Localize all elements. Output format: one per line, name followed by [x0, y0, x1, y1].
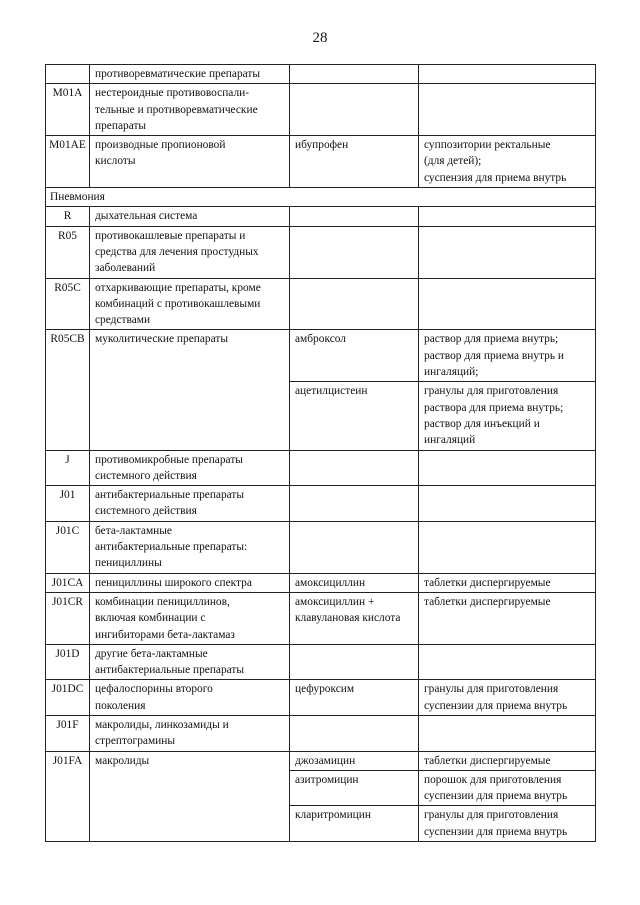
pharmacological-group: антибактериальные препараты системного действия	[90, 486, 290, 522]
dosage-form: суппозитории ректальные (для детей); суспензия для приема внутрь	[419, 136, 596, 188]
table-row	[46, 751, 596, 770]
drug-name: джозамицин	[290, 751, 419, 770]
pharmacological-group: макролиды, линкозамиды и стрептограмины	[90, 715, 290, 751]
dosage-form	[419, 65, 596, 84]
drug-name: амброксол	[290, 330, 419, 382]
dosage-form	[419, 644, 596, 680]
table-row	[46, 450, 596, 486]
dosage-form	[419, 226, 596, 278]
atc-code: J01F	[46, 715, 90, 751]
dosage-form	[419, 207, 596, 226]
drug-name	[290, 65, 419, 84]
atc-code: J01C	[46, 521, 90, 573]
table-row	[46, 65, 596, 84]
drug-name	[290, 450, 419, 486]
dosage-form: гранулы для приготовления суспензии для приема внутрь	[419, 680, 596, 716]
atc-code: J	[46, 450, 90, 486]
table-row	[46, 573, 596, 592]
atc-code	[46, 65, 90, 84]
page-number: 28	[312, 30, 328, 46]
drug-name	[290, 486, 419, 522]
pharmacological-group: пенициллины широкого спектра	[90, 573, 290, 592]
dosage-form	[419, 84, 596, 136]
dosage-form	[419, 486, 596, 522]
dosage-form	[419, 715, 596, 751]
table-row	[46, 715, 596, 751]
atc-code: R05	[46, 226, 90, 278]
table-row	[46, 521, 596, 573]
atc-code: R05CB	[46, 330, 90, 450]
pharmacological-group: противомикробные препараты системного действия	[90, 450, 290, 486]
drug-name	[290, 521, 419, 573]
dosage-form	[419, 521, 596, 573]
dosage-form: гранулы для приготовления раствора для приема внутрь; раствор для инъекций и ингаляций	[419, 382, 596, 450]
drug-name: ацетилцистеин	[290, 382, 419, 450]
atc-code: J01FA	[46, 751, 90, 841]
pharmacological-group: противокашлевые препараты и средства для лечения простудных заболеваний	[90, 226, 290, 278]
table-row	[46, 207, 596, 226]
drug-table	[45, 64, 596, 842]
drug-name	[290, 644, 419, 680]
atc-code: J01	[46, 486, 90, 522]
drug-name: цефуроксим	[290, 680, 419, 716]
table-row	[46, 592, 596, 644]
drug-name: амоксициллин	[290, 573, 419, 592]
table-row	[46, 644, 596, 680]
drug-name: ибупрофен	[290, 136, 419, 188]
drug-name	[290, 715, 419, 751]
atc-code: J01CA	[46, 573, 90, 592]
drug-name	[290, 207, 419, 226]
table-row	[46, 680, 596, 716]
pharmacological-group: бета-лактамные антибактериальные препараты: пенициллины	[90, 521, 290, 573]
pharmacological-group: противоревматические препараты	[90, 65, 290, 84]
table-row	[46, 278, 596, 330]
table-row	[46, 136, 596, 188]
dosage-form: гранулы для приготовления суспензии для приема внутрь	[419, 806, 596, 842]
drug-name: азитромицин	[290, 770, 419, 806]
pharmacological-group: комбинации пенициллинов, включая комбинации с ингибиторами бета-лактамаз	[90, 592, 290, 644]
drug-name	[290, 84, 419, 136]
pharmacological-group: муколитические препараты	[90, 330, 290, 450]
drug-name	[290, 226, 419, 278]
pharmacological-group: отхаркивающие препараты, кроме комбинаций с противокашлевыми средствами	[90, 278, 290, 330]
table-row	[46, 330, 596, 382]
drug-name	[290, 278, 419, 330]
dosage-form: таблетки диспергируемые	[419, 573, 596, 592]
pharmacological-group: другие бета-лактамные антибактериальные препараты	[90, 644, 290, 680]
dosage-form: таблетки диспергируемые	[419, 751, 596, 770]
dosage-form	[419, 450, 596, 486]
table-row	[46, 486, 596, 522]
pharmacological-group: производные пропионовой кислоты	[90, 136, 290, 188]
pharmacological-group: цефалоспорины второго поколения	[90, 680, 290, 716]
atc-code: M01A	[46, 84, 90, 136]
atc-code: J01CR	[46, 592, 90, 644]
pharmacological-group: макролиды	[90, 751, 290, 841]
atc-code: M01AE	[46, 136, 90, 188]
atc-code: R05C	[46, 278, 90, 330]
dosage-form	[419, 278, 596, 330]
dosage-form: порошок для приготовления суспензии для приема внутрь	[419, 770, 596, 806]
pharmacological-group: нестероидные противовоспали- тельные и противоревматические препараты	[90, 84, 290, 136]
atc-code: J01D	[46, 644, 90, 680]
atc-code: R	[46, 207, 90, 226]
drug-name: амоксициллин + клавулановая кислота	[290, 592, 419, 644]
atc-code: J01DC	[46, 680, 90, 716]
section-row	[46, 188, 596, 207]
table-row	[46, 84, 596, 136]
drug-name: кларитромицин	[290, 806, 419, 842]
dosage-form: таблетки диспергируемые	[419, 592, 596, 644]
pharmacological-group: дыхательная система	[90, 207, 290, 226]
section-title: Пневмония	[46, 188, 596, 207]
table-row	[46, 226, 596, 278]
dosage-form: раствор для приема внутрь; раствор для приема внутрь и ингаляций;	[419, 330, 596, 382]
